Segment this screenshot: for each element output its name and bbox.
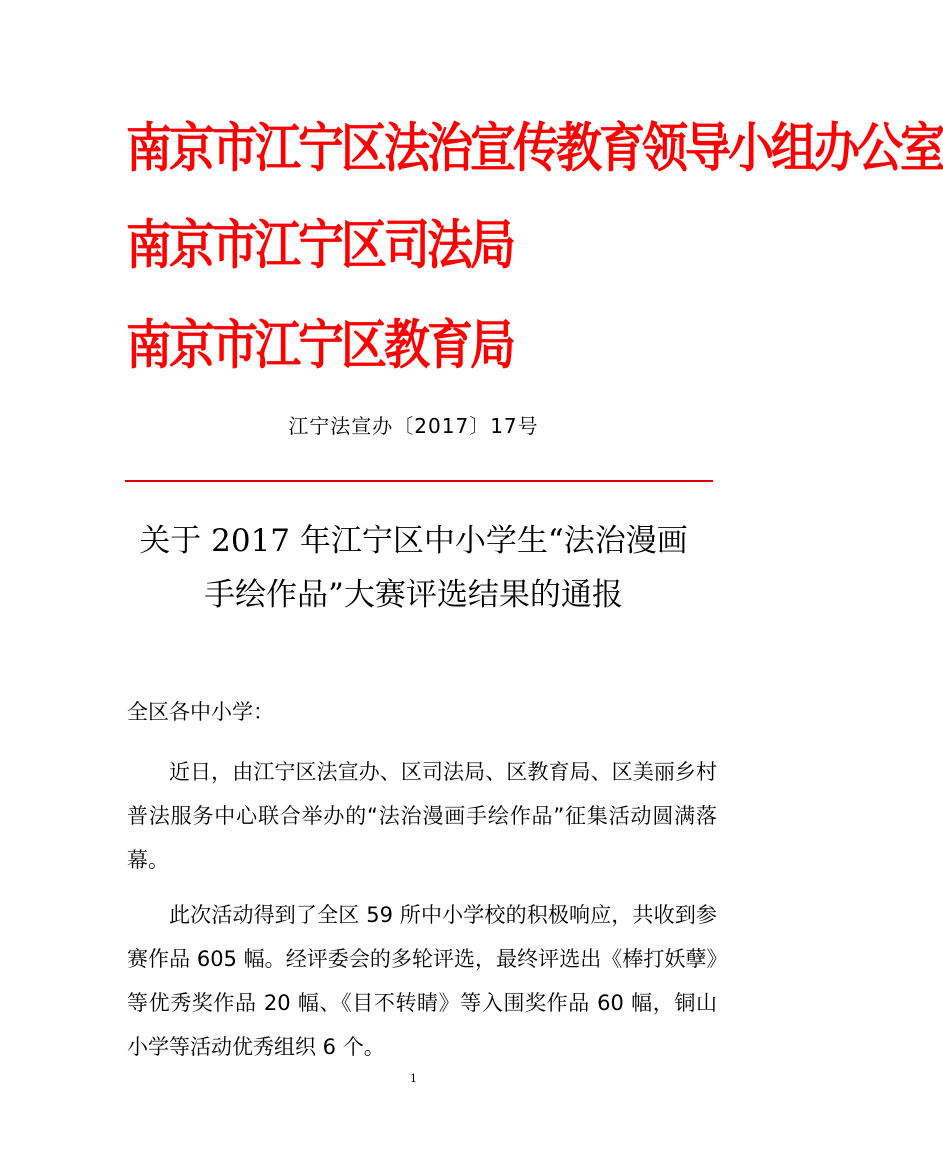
title-line: 手绘作品”大赛评选结果的通报: [204, 577, 623, 613]
page-number: 1: [410, 1072, 417, 1085]
body-paragraph: 此次活动得到了全区 59 所中小学校的积极响应，共收到参赛作品 605 幅。经评委会的多轮评选，最终评选出《棒打妖孽》等优秀奖作品 20 幅、《目不转睛》等入围奖作品 60 幅，铜山小学等活动优秀组织 6 个。: [127, 903, 717, 1059]
issuer-name: 南京市江宁区教育局: [126, 313, 513, 376]
issuer-name: 南京市江宁区司法局: [126, 213, 513, 276]
title-line: 关于 2017 年江宁区中小学生“法治漫画: [139, 523, 688, 559]
document-number: 江宁法宣办〔2017〕17号: [288, 414, 539, 438]
body-paragraph: 近日，由江宁区法宣办、区司法局、区教育局、区美丽乡村普法服务中心联合举办的“法治漫画手绘作品”征集活动圆满落幕。: [127, 760, 717, 872]
red-divider-line: [125, 480, 713, 482]
salutation: 全区各中小学：: [127, 700, 274, 724]
issuer-name: 南京市江宁区法治宣传教育领导小组办公室: [126, 116, 943, 179]
